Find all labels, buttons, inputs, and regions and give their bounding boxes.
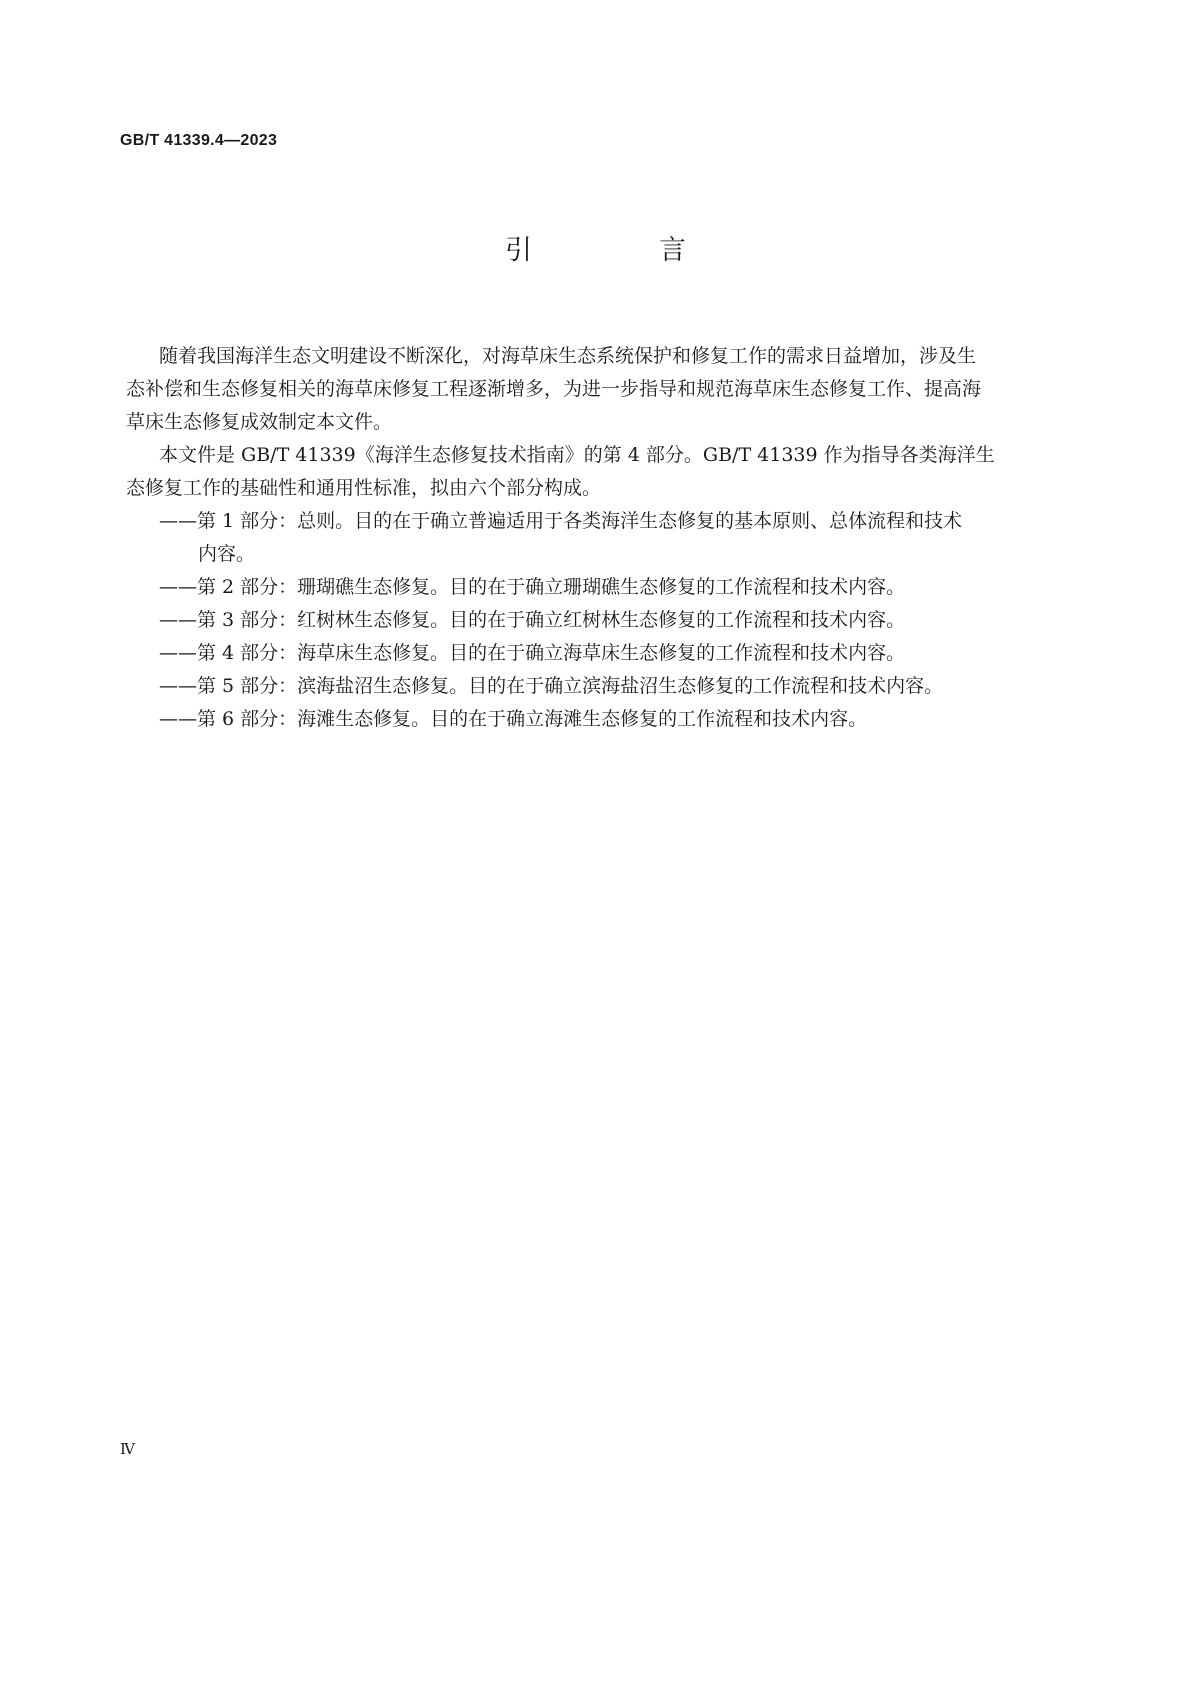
paragraph-line: 态补偿和生态修复相关的海草床修复工程逐渐增多，为进一步指导和规范海草床生态修复工作、提高海 (126, 378, 982, 400)
paragraph (126, 439, 1056, 505)
list-item: ——第 4 部分：海草床生态修复。目的在于确立海草床生态修复的工作流程和技术内容。 (159, 642, 906, 664)
introduction-body (126, 340, 1056, 736)
paragraph-line: 随着我国海洋生态文明建设不断深化，对海草床生态系统保护和修复工作的需求日益增加，涉及生 (159, 345, 977, 367)
list-item: ——第 6 部分：海滩生态修复。目的在于确立海滩生态修复的工作流程和技术内容。 (159, 708, 868, 730)
page-number: Ⅳ (120, 1440, 135, 1458)
paragraph-line: 本文件是 GB/T 41339《海洋生态修复技术指南》的第 4 部分。GB/T 41339 作为指导各类海洋生 (159, 444, 995, 466)
list-item: ——第 5 部分：滨海盐沼生态修复。目的在于确立滨海盐沼生态修复的工作流程和技术内容。 (159, 675, 944, 697)
paragraph (126, 340, 1056, 439)
list-item-line: ——第 1 部分：总则。目的在于确立普遍适用于各类海洋生态修复的基本原则、总体流程和技术 (159, 510, 963, 532)
document-number-header: GB/T 41339.4—2023 (120, 132, 278, 149)
list-item (126, 505, 1056, 571)
paragraph-line: 态修复工作的基础性和通用性标准，拟由六个部分构成。 (126, 477, 602, 499)
page-title: 引 言 (505, 235, 736, 266)
paragraph-line: 草床生态修复成效制定本文件。 (126, 411, 393, 433)
list-item-line: 内容。 (198, 543, 256, 565)
list-item: ——第 3 部分：红树林生态修复。目的在于确立红树林生态修复的工作流程和技术内容。 (159, 609, 906, 631)
parts-list (126, 505, 1056, 736)
list-item: ——第 2 部分：珊瑚礁生态修复。目的在于确立珊瑚礁生态修复的工作流程和技术内容。 (159, 576, 906, 598)
